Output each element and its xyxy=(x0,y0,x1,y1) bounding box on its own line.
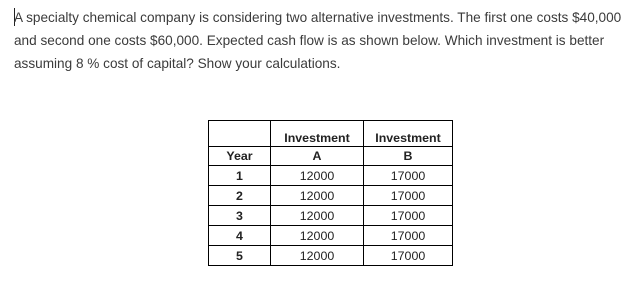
cash-flow-table xyxy=(208,120,453,266)
year-cell: 4 xyxy=(209,226,271,246)
investment-b-cell: 17000 xyxy=(364,226,453,246)
investment-b-cell: 17000 xyxy=(364,186,453,206)
table-header-row-sub xyxy=(209,147,453,166)
investment-b-cell: 17000 xyxy=(364,246,453,266)
year-cell: 1 xyxy=(209,166,271,186)
investment-a-cell: 12000 xyxy=(271,206,364,226)
table-row xyxy=(209,206,453,226)
table-row xyxy=(209,186,453,206)
header-year-top xyxy=(209,121,271,147)
header-investment-a: A xyxy=(271,147,364,166)
investment-a-cell: 12000 xyxy=(271,246,364,266)
table-row xyxy=(209,226,453,246)
header-investment-b: B xyxy=(364,147,453,166)
investment-b-cell: 17000 xyxy=(364,206,453,226)
investment-b-cell: 17000 xyxy=(364,166,453,186)
header-year: Year xyxy=(209,147,271,166)
year-cell: 3 xyxy=(209,206,271,226)
year-cell: 5 xyxy=(209,246,271,266)
question-text: A specialty chemical company is considering two alternative investments. The first one costs $40,000 and second one costs $60,000. Expected cash flow is as shown below. Which investment is better assuming 8 % cost of capital? Show your calculations. xyxy=(14,10,622,71)
investment-a-cell: 12000 xyxy=(271,166,364,186)
header-investment-b-top: Investment xyxy=(364,121,453,147)
investment-a-cell: 12000 xyxy=(271,226,364,246)
table-row xyxy=(209,166,453,186)
year-cell: 2 xyxy=(209,186,271,206)
table-header-row-top xyxy=(209,121,453,147)
investment-a-cell: 12000 xyxy=(271,186,364,206)
table-row xyxy=(209,246,453,266)
header-investment-a-top: Investment xyxy=(271,121,364,147)
